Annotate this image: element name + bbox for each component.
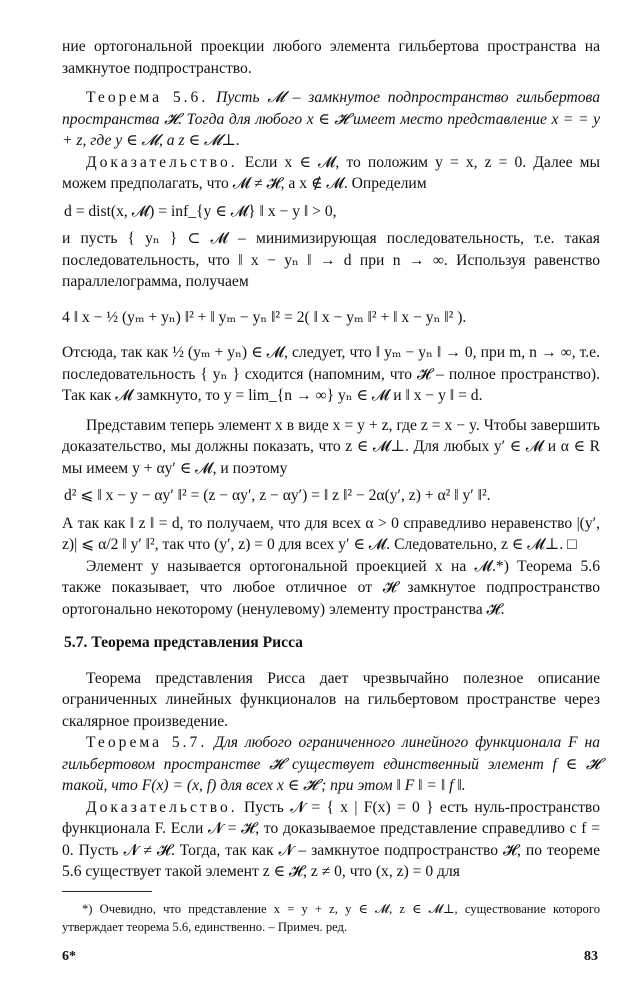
formula-distance: d = dist(x, 𝓜) = inf_{y ∈ 𝓜} ‖ x − y ‖ > 0, — [64, 202, 337, 220]
proof-paragraph-6: Элемент y называется ортогональной проекцией x на 𝓜.*) Теорема 5.6 также показывает, что любое отличное от 𝓗 замкнутое подпространство ортогонально некоторому (ненулевому) элементу пространства 𝓗. — [62, 557, 600, 618]
intro-paragraph: ние ортогональной проекции любого элемента гильбертова пространства на замкнутое подпространство. — [62, 38, 600, 77]
proof-paragraph-1 — [62, 152, 600, 195]
theorem-5-7-text: Для любого ограниченного линейного функционала F на гильбертовом пространстве 𝓗 существует единственный элемент f ∈ 𝓗 такой, что F(x) = (x, f) для всех x ∈ 𝓗 ; при этом ‖ F ‖ = ‖ f ‖. — [62, 734, 600, 794]
proof-paragraph-2: и пусть { yₙ } ⊂ 𝓜 – минимизирующая последовательность, т.е. такая последовательность, что ‖ x − yₙ ‖ → d при n → ∞. Используя равенство параллелограмма, получаем — [62, 230, 600, 290]
proof-paragraph-3: Отсюда, так как ½ (yₘ + yₙ) ∈ 𝓜, следует, что ‖ yₘ − yₙ ‖ → 0, при m, n → ∞, т.е. последовательность { yₙ } сходится (напомним, что 𝓗 – полное пространство). Так как 𝓜 замкнуто, то y = lim_{n → ∞} yₙ ∈ 𝓜 и ‖ x − y ‖ = d. — [62, 344, 600, 404]
proof-2-label: Доказательство. — [86, 798, 238, 816]
footnote-text: *) Очевидно, что представление x = y + z, y ∈ 𝓜, z ∈ 𝓜⊥, существование которого утверждает теорема 5.6, единственно. – Примеч. ред. — [62, 902, 600, 934]
footnote — [62, 900, 600, 936]
theorem-5-7 — [62, 732, 600, 797]
proof-paragraph-5: А так как ‖ z ‖ = d, то получаем, что для всех α > 0 справедливо неравенство |(y′, z)| ⩽ α/2 ‖ y′ ‖², так что (y′, z) = 0 для всех y′ ∈ 𝓜. Следовательно, z ∈ 𝓜⊥. □ — [62, 514, 600, 553]
proof-2-paragraph — [62, 797, 600, 883]
proof-2-text: Пусть 𝓝 = { x | F(x) = 0 } есть нуль-пространство функционала F. Если 𝓝 = 𝓗, то доказываемое представление справедливо с f = 0. Пусть 𝓝 ≠ 𝓗. Тогда, так как 𝓝 – замкнутое подпространство 𝓗, по теореме 5.6 существует такой элемент z ∈ 𝓗, z ≠ 0, что (x, z) = 0 для — [62, 798, 600, 880]
section-heading: 5.7. Теорема представления Рисса — [64, 634, 303, 651]
signature-mark: 6* — [62, 949, 76, 964]
theorem-5-6 — [62, 87, 600, 152]
theorem-5-7-label: Теорема 5.7. — [86, 734, 208, 751]
footnote-divider — [62, 891, 152, 892]
page-number: 83 — [584, 949, 598, 964]
theorem-5-6-label: Теорема 5.6. — [86, 89, 209, 106]
proof-paragraph-4: Представим теперь элемент x в виде x = y + z, где z = x − y. Чтобы завершить доказательство, мы должны показать, что z ∈ 𝓜⊥. Для любых y′ ∈ 𝓜 и α ∈ R мы имеем y + αy′ ∈ 𝓜, и поэтому — [62, 416, 600, 477]
riesz-intro-paragraph: Теорема представления Рисса дает чрезвычайно полезное описание ограниченных линейных функционалов на гильбертовом пространстве через скалярное произведение. — [62, 669, 600, 730]
proof-text-1: Если x ∈ 𝓜, то положим y = x, z = 0. Далее мы можем предполагать, что 𝓜 ≠ 𝓗, а x ∉ 𝓜. Определим — [62, 153, 600, 192]
formula-parallelogram: 4 ‖ x − ½ (yₘ + yₙ) ‖² + ‖ yₘ − yₙ ‖² = 2( ‖ x − yₘ ‖² + ‖ x − yₙ ‖² ). — [62, 308, 467, 326]
formula-inequality: d² ⩽ ‖ x − y − αy′ ‖² = (z − αy′, z − αy′) = ‖ z ‖² − 2α(y′, z) + α² ‖ y′ ‖². — [64, 487, 491, 504]
proof-label: Доказательство. — [86, 153, 238, 171]
theorem-5-6-text: Пусть 𝓜 – замкнутое подпространство гильбертова пространства 𝓗. Тогда для любого x ∈ 𝓗 имеет место представление x = = y + z, где y ∈ 𝓜, а z ∈ 𝓜⊥. — [62, 89, 600, 149]
main-text — [62, 36, 600, 883]
